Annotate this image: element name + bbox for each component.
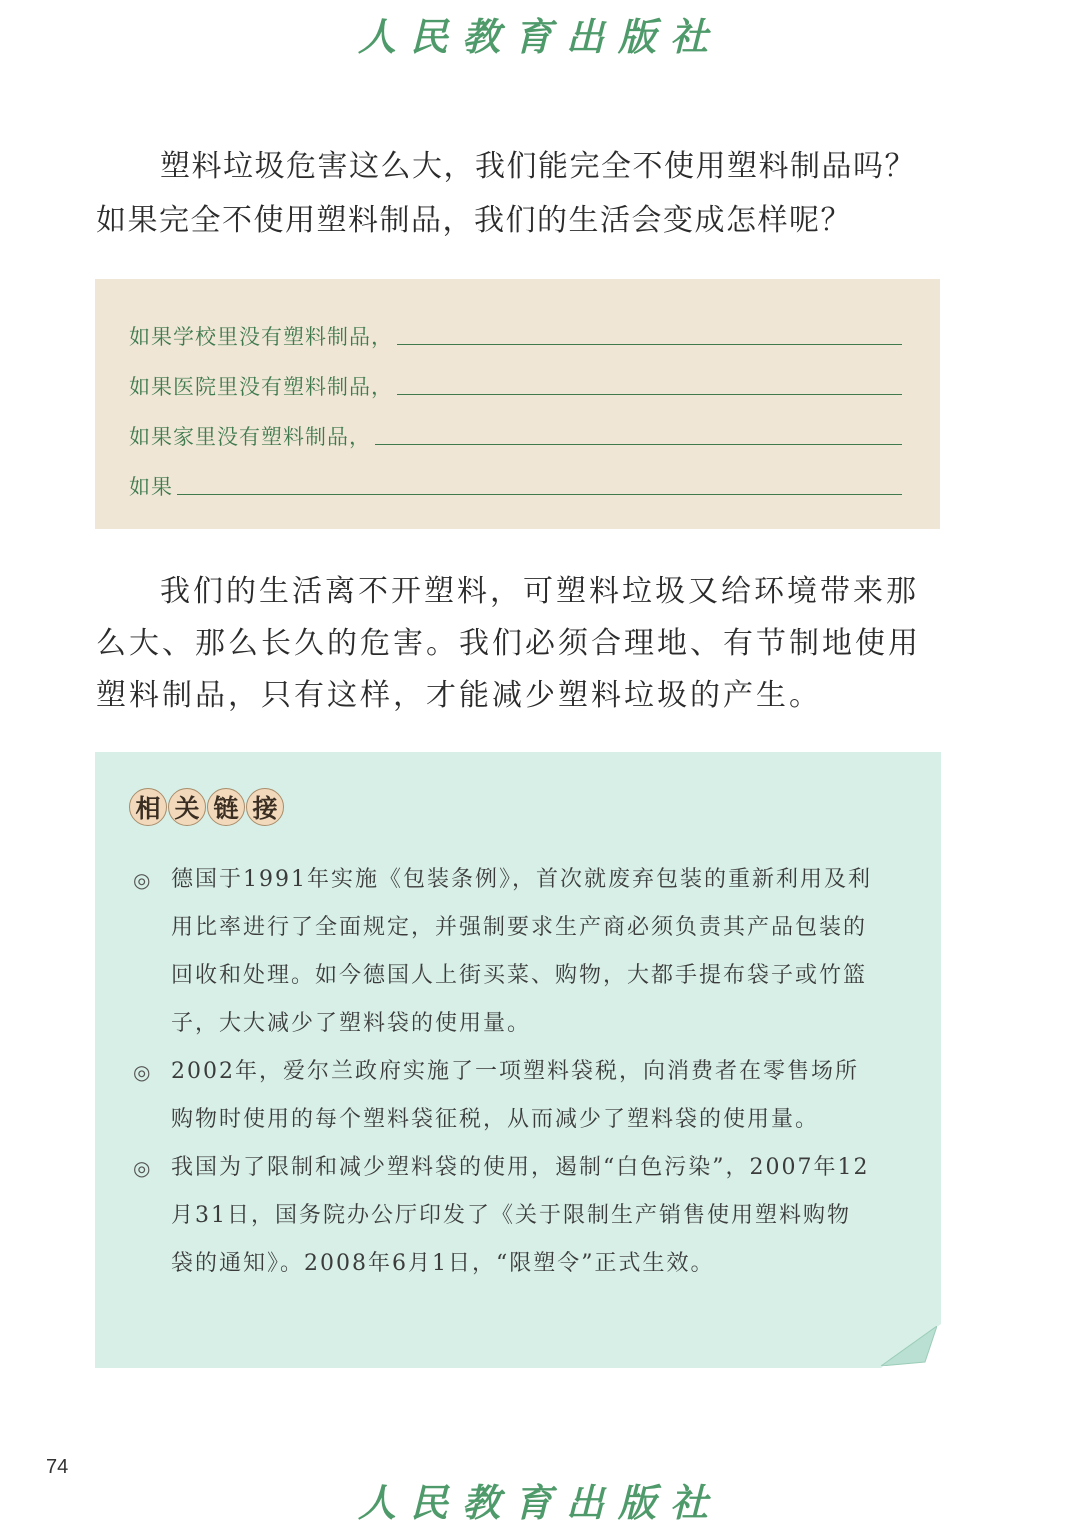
answer-blank-line[interactable] xyxy=(397,393,902,395)
fill-row-school xyxy=(129,311,902,351)
link-item-china xyxy=(133,1144,873,1288)
middle-paragraph xyxy=(96,566,946,722)
middle-text: 我们的生活离不开塑料，可塑料垃圾又给环境带来那么大、那么长久的危害。我们必须合理地、有节制地使用塑料制品，只有这样，才能减少塑料垃圾的产生。 xyxy=(96,574,921,713)
related-links-box xyxy=(95,752,941,1368)
publisher-watermark-top: 人民教育出版社 xyxy=(357,14,722,59)
publisher-watermark-bottom: 人民教育出版社 xyxy=(357,1480,722,1525)
fill-row-hospital xyxy=(129,361,902,401)
bullet-icon: ◎ xyxy=(133,1156,153,1180)
fill-row-open xyxy=(129,461,902,501)
answer-blank-line[interactable] xyxy=(375,443,902,445)
answer-blank-line[interactable] xyxy=(177,493,902,495)
fill-in-box xyxy=(95,279,940,529)
intro-paragraph xyxy=(96,140,946,248)
fill-prompt: 如果 xyxy=(129,475,173,499)
title-char: 链 xyxy=(207,788,245,826)
related-links-title xyxy=(129,788,284,826)
title-char: 关 xyxy=(168,788,206,826)
link-item-text: 我国为了限制和减少塑料袋的使用，遏制“白色污染”，2007年12月31日，国务院办公厅印发了《关于限制生产销售使用塑料购物袋的通知》。2008年6月1日，“限塑令”正式生效。 xyxy=(171,1155,870,1276)
fill-prompt: 如果家里没有塑料制品， xyxy=(129,425,371,449)
answer-blank-line[interactable] xyxy=(397,343,902,345)
link-item-text: 德国于1991年实施《包装条例》，首次就废弃包装的重新利用及利用比率进行了全面规定，并强制要求生产商必须负责其产品包装的回收和处理。如今德国人上街买菜、购物，大都手提布袋子或竹篮子，大大减少了塑料袋的使用量。 xyxy=(171,867,872,1036)
page-number: 74 xyxy=(46,1456,69,1478)
intro-text: 塑料垃圾危害这么大，我们能完全不使用塑料制品吗？如果完全不使用塑料制品，我们的生活会变成怎样呢？ xyxy=(96,149,916,238)
title-char: 相 xyxy=(129,788,167,826)
bullet-icon: ◎ xyxy=(133,1060,153,1084)
link-item-germany xyxy=(133,856,873,1048)
link-item-ireland xyxy=(133,1048,873,1144)
link-item-text: 2002年，爱尔兰政府实施了一项塑料袋税，向消费者在零售场所购物时使用的每个塑料袋征税，从而减少了塑料袋的使用量。 xyxy=(171,1059,859,1132)
page-curl-icon xyxy=(881,1326,937,1366)
bullet-icon: ◎ xyxy=(133,868,153,892)
fill-prompt: 如果学校里没有塑料制品， xyxy=(129,325,393,349)
fill-prompt: 如果医院里没有塑料制品， xyxy=(129,375,393,399)
fill-row-home xyxy=(129,411,902,451)
title-char: 接 xyxy=(246,788,284,826)
